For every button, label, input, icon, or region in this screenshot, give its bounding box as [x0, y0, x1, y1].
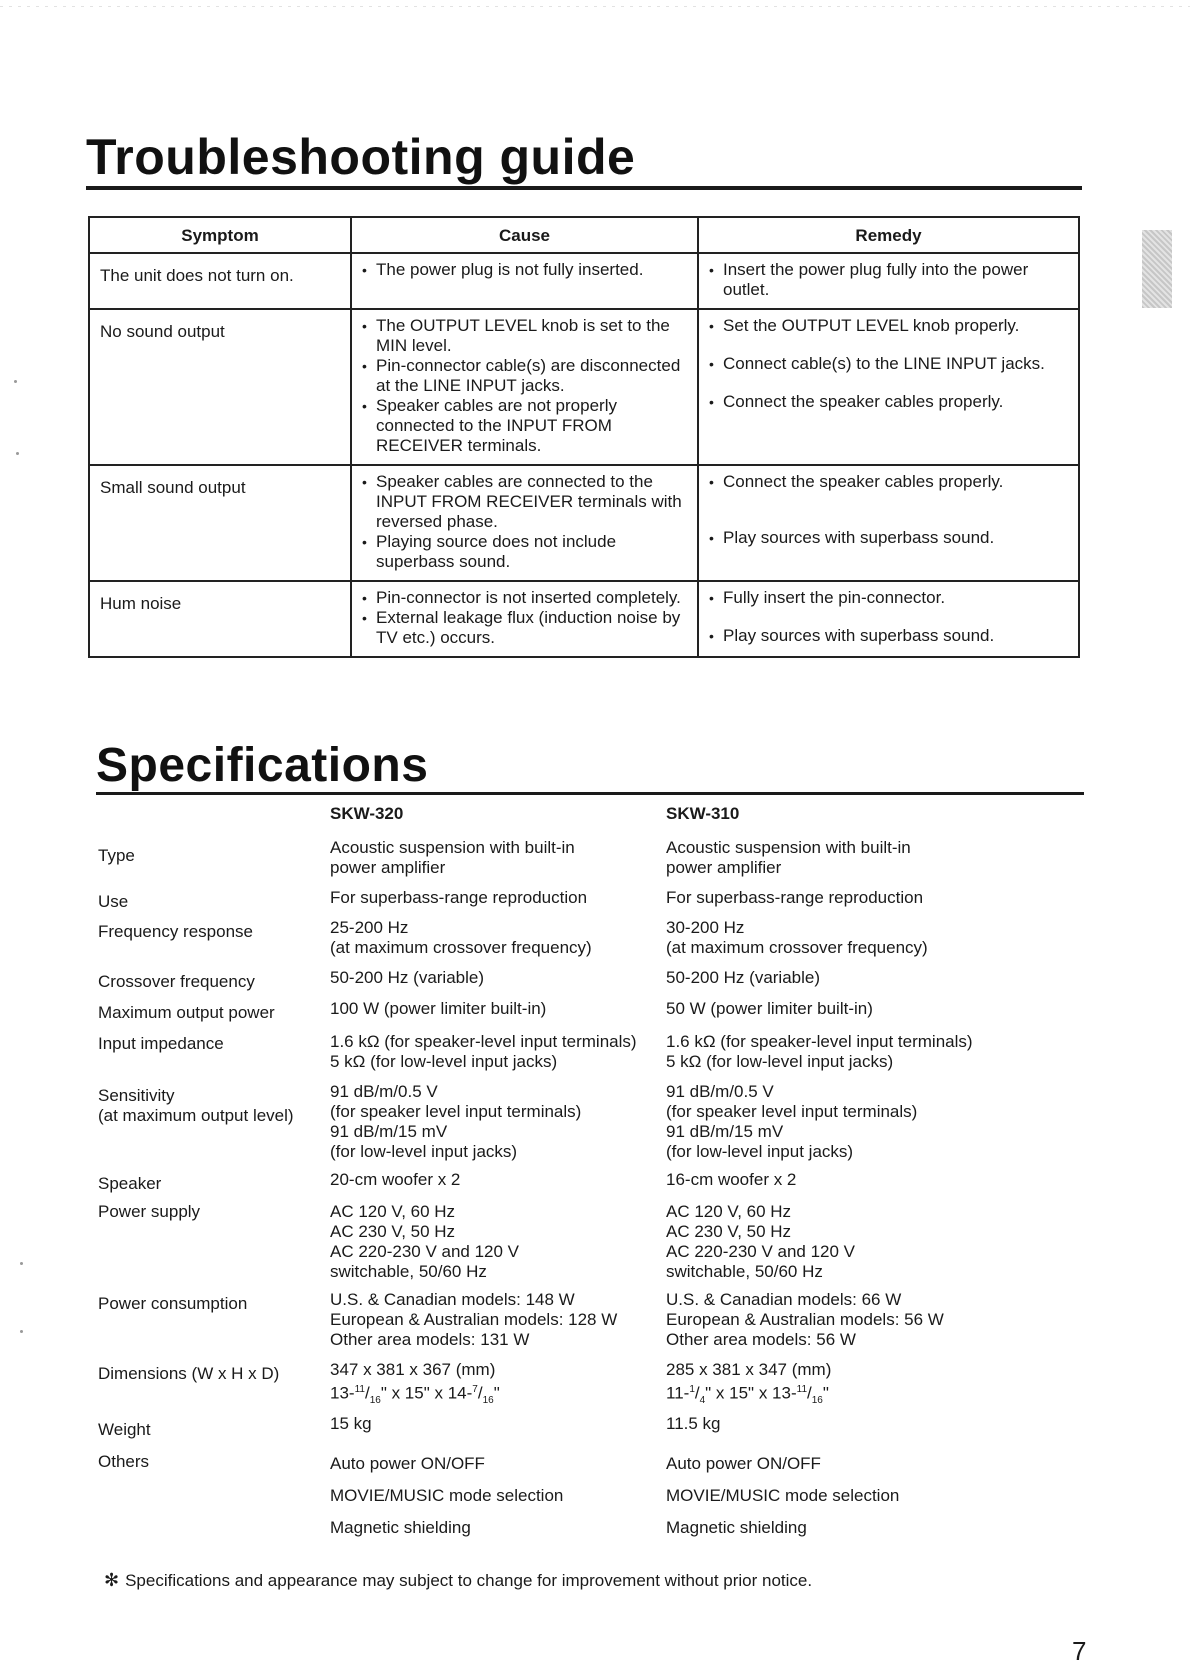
- value-line: AC 220-230 V and 120 V: [330, 1242, 520, 1261]
- label-line: (at maximum output level): [98, 1106, 294, 1125]
- spec-value-skw320: [330, 1448, 660, 1544]
- cause-item: • Pin-connector cable(s) are disconnected at the LINE INPUT jacks.: [362, 356, 687, 396]
- value-line: Magnetic shielding: [666, 1518, 807, 1537]
- header-cause: Cause: [351, 217, 698, 253]
- remedy-item: • Play sources with superbass sound.: [709, 626, 1068, 646]
- table-row: [89, 309, 1079, 465]
- spec-value-skw320: [330, 1360, 660, 1411]
- spec-value-skw320: [330, 1082, 660, 1162]
- value-line: Acoustic suspension with built-in: [330, 838, 575, 857]
- spec-value-skw320: [330, 1202, 660, 1282]
- cause-item: • The OUTPUT LEVEL knob is set to the MIN level.: [362, 316, 687, 356]
- spec-label: Weight: [98, 1420, 151, 1439]
- fraction-numerator: 1: [689, 1384, 695, 1395]
- title-rule: [96, 792, 1084, 795]
- cause-item: • Speaker cables are connected to the INPUT FROM RECEIVER terminals with reversed phase.: [362, 472, 687, 532]
- spec-label: [98, 1086, 318, 1126]
- value-line: MOVIE/MUSIC mode selection: [330, 1486, 564, 1505]
- fraction-denominator: 16: [811, 1395, 823, 1407]
- dim-text: " x 15" x 14-: [380, 1383, 473, 1403]
- spec-value-skw310: [666, 1202, 1066, 1282]
- value-line: (for low-level input jacks): [330, 1142, 518, 1161]
- value-line: Auto power ON/OFF: [666, 1454, 821, 1473]
- remedy-item: • Connect cable(s) to the LINE INPUT jacks.: [709, 354, 1068, 374]
- remedy-item: • Fully insert the pin-connector.: [709, 588, 1068, 608]
- footnote: [104, 1570, 812, 1591]
- dim-text: 11-: [666, 1383, 690, 1403]
- spec-value-skw310: [666, 1082, 1066, 1162]
- spec-value-skw320: [330, 1290, 660, 1350]
- spec-value-skw310: [666, 1448, 1066, 1544]
- value-line: AC 230 V, 50 Hz: [666, 1222, 792, 1241]
- remedy-item: • Insert the power plug fully into the power outlet.: [709, 260, 1068, 300]
- spec-value-skw320: 20-cm woofer x 2: [330, 1170, 461, 1189]
- value-line: AC 220-230 V and 120 V: [666, 1242, 856, 1261]
- spec-value-skw310: 50-200 Hz (variable): [666, 968, 821, 987]
- symptom-cell: The unit does not turn on.: [89, 253, 351, 309]
- value-line: 1.6 kΩ (for speaker-level input terminals): [330, 1032, 637, 1051]
- value-line: 1.6 kΩ (for speaker-level input terminals): [666, 1032, 973, 1051]
- spec-label: Frequency response: [98, 922, 253, 941]
- spec-value-skw320: [330, 1032, 660, 1072]
- scan-speck: [20, 1330, 23, 1333]
- spec-value-skw310: [666, 838, 1066, 878]
- value-line: (for speaker level input terminals): [666, 1102, 918, 1121]
- value-line: AC 230 V, 50 Hz: [330, 1222, 456, 1241]
- spec-value-skw310: For superbass-range reproduction: [666, 888, 924, 907]
- cause-item: • Pin-connector is not inserted completely.: [362, 588, 687, 608]
- value-line: power amplifier: [666, 858, 782, 877]
- spec-value-skw320: 100 W (power limiter built-in): [330, 999, 547, 1018]
- value-line: 30-200 Hz: [666, 918, 745, 937]
- value-line: Other area models: 56 W: [666, 1330, 856, 1349]
- fraction-denominator: 16: [369, 1395, 381, 1407]
- value-line: AC 120 V, 60 Hz: [666, 1202, 792, 1221]
- symptom-cell: Hum noise: [89, 581, 351, 657]
- table-row: [89, 581, 1079, 657]
- scan-artifact: [0, 6, 1190, 7]
- value-line: 91 dB/m/0.5 V: [330, 1082, 438, 1101]
- value-line: 5 kΩ (for low-level input jacks): [666, 1052, 894, 1071]
- model-header-skw320: SKW-320: [330, 804, 404, 823]
- value-line-inches: $11-^1/_4$" x 15" x $13-^{11}/_{16}$": [666, 1383, 829, 1407]
- cause-item: • External leakage flux (induction noise by TV etc.) occurs.: [362, 608, 687, 648]
- value-line: 347 x 381 x 367 (mm): [330, 1360, 496, 1379]
- asterisk-icon: ✻: [104, 1570, 120, 1590]
- label-line: Sensitivity: [98, 1086, 175, 1105]
- dim-text: ": [493, 1383, 500, 1403]
- fraction-numerator: 7: [472, 1384, 478, 1395]
- specifications-title: Specifications: [96, 739, 429, 792]
- title-rule: [86, 186, 1082, 190]
- value-line: switchable, 50/60 Hz: [330, 1262, 487, 1281]
- value-line: European & Australian models: 56 W: [666, 1310, 944, 1329]
- fraction-numerator: 11: [354, 1384, 365, 1395]
- value-line: U.S. & Canadian models: 66 W: [666, 1290, 902, 1309]
- value-line: power amplifier: [330, 858, 446, 877]
- remedy-cell: [698, 309, 1079, 465]
- cause-item: • Playing source does not include superbass sound.: [362, 532, 687, 572]
- cause-item: • Speaker cables are not properly connected to the INPUT FROM RECEIVER terminals.: [362, 396, 687, 456]
- remedy-item: • Connect the speaker cables properly.: [709, 392, 1068, 412]
- table-row: [89, 253, 1079, 309]
- symptom-cell: No sound output: [89, 309, 351, 465]
- spec-label: Maximum output power: [98, 1003, 275, 1022]
- value-line: 91 dB/m/15 mV: [666, 1122, 784, 1141]
- remedy-cell: [698, 581, 1079, 657]
- cause-cell: [351, 581, 698, 657]
- value-line: (for speaker level input terminals): [330, 1102, 582, 1121]
- value-line: Auto power ON/OFF: [330, 1454, 485, 1473]
- scan-speck: [20, 1262, 23, 1265]
- spec-value-skw310: 50 W (power limiter built-in): [666, 999, 873, 1018]
- table-header-row: [89, 217, 1079, 253]
- spec-label: Crossover frequency: [98, 972, 255, 991]
- header-remedy: Remedy: [698, 217, 1079, 253]
- spec-label: Others: [98, 1452, 150, 1471]
- value-line: U.S. & Canadian models: 148 W: [330, 1290, 575, 1309]
- cause-cell: [351, 253, 698, 309]
- value-line: 91 dB/m/15 mV: [330, 1122, 448, 1141]
- value-line: Magnetic shielding: [330, 1518, 471, 1537]
- value-line: Other area models: 131 W: [330, 1330, 530, 1349]
- spec-label: Dimensions (W x H x D): [98, 1364, 280, 1383]
- spec-value-skw310: [666, 918, 1066, 958]
- dim-text: ": [822, 1383, 829, 1403]
- fraction-numerator: 11: [796, 1384, 808, 1395]
- remedy-cell: [698, 465, 1079, 581]
- dim-text: 13-: [330, 1383, 355, 1403]
- remedy-item: • Play sources with superbass sound.: [709, 528, 1068, 548]
- cause-cell: [351, 309, 698, 465]
- cause-cell: [351, 465, 698, 581]
- spec-value-skw310: 11.5 kg: [666, 1414, 721, 1433]
- page-number: 7: [1072, 1636, 1087, 1666]
- value-line: switchable, 50/60 Hz: [666, 1262, 823, 1281]
- spec-value-skw320: 15 kg: [330, 1414, 372, 1433]
- value-line: 5 kΩ (for low-level input jacks): [330, 1052, 558, 1071]
- value-line: (at maximum crossover frequency): [330, 938, 592, 957]
- spec-value-skw310: [666, 1360, 1066, 1411]
- remedy-item: • Set the OUTPUT LEVEL knob properly.: [709, 316, 1068, 336]
- value-line: Acoustic suspension with built-in: [666, 838, 911, 857]
- spec-label: Input impedance: [98, 1034, 224, 1053]
- spec-value-skw320: For superbass-range reproduction: [330, 888, 588, 907]
- value-line: 285 x 381 x 347 (mm): [666, 1360, 832, 1379]
- spec-label: Use: [98, 892, 129, 911]
- spec-value-skw310: [666, 1290, 1066, 1350]
- value-line: (at maximum crossover frequency): [666, 938, 928, 957]
- value-line: 91 dB/m/0.5 V: [666, 1082, 774, 1101]
- spec-value-skw320: 50-200 Hz (variable): [330, 968, 485, 987]
- troubleshooting-table: [88, 216, 1080, 658]
- cause-item: • The power plug is not fully inserted.: [362, 260, 687, 280]
- fraction-denominator: 4: [699, 1395, 706, 1407]
- value-line-inches: $13-^{11}/_{16}$" x 15" x $14-^7/_{16}$": [330, 1383, 500, 1407]
- scan-speck: [14, 380, 17, 383]
- model-header-skw310: SKW-310: [666, 804, 740, 823]
- value-line: (for low-level input jacks): [666, 1142, 854, 1161]
- section-tab-marker: [1142, 230, 1172, 308]
- spec-value-skw310: 16-cm woofer x 2: [666, 1170, 797, 1189]
- fraction-denominator: 16: [482, 1395, 494, 1407]
- header-symptom: Symptom: [89, 217, 351, 253]
- spec-value-skw310: [666, 1032, 1066, 1072]
- value-line: European & Australian models: 128 W: [330, 1310, 618, 1329]
- scan-speck: [16, 452, 19, 455]
- remedy-item: • Connect the speaker cables properly.: [709, 472, 1068, 492]
- spec-label: Power supply: [98, 1202, 201, 1221]
- spec-label: Power consumption: [98, 1294, 248, 1313]
- troubleshooting-title: Troubleshooting guide: [86, 129, 636, 185]
- spec-value-skw320: [330, 918, 660, 958]
- value-line: MOVIE/MUSIC mode selection: [666, 1486, 900, 1505]
- spec-label: Type: [98, 846, 135, 865]
- spec-value-skw320: [330, 838, 660, 878]
- footnote-text: Specifications and appearance may subject to change for improvement without prior notice.: [125, 1571, 813, 1590]
- table-row: [89, 465, 1079, 581]
- value-line: 25-200 Hz: [330, 918, 409, 937]
- symptom-cell: Small sound output: [89, 465, 351, 581]
- value-line: AC 120 V, 60 Hz: [330, 1202, 456, 1221]
- spec-label: Speaker: [98, 1174, 162, 1193]
- dim-text: " x 15" x 13-: [705, 1383, 797, 1403]
- remedy-cell: [698, 253, 1079, 309]
